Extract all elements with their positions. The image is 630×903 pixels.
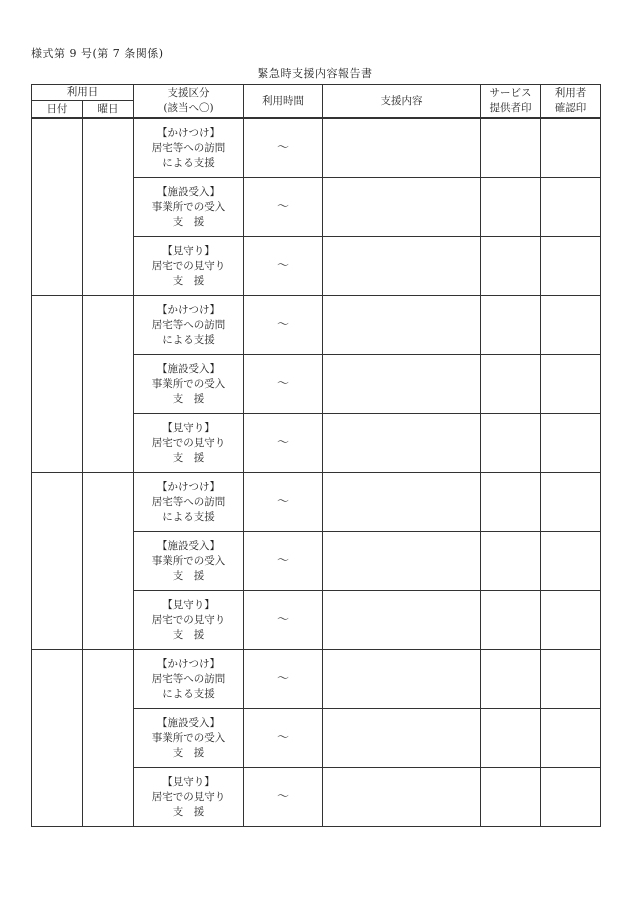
time-separator: ～	[276, 435, 289, 449]
time-separator: ～	[276, 789, 289, 803]
category-header	[134, 85, 244, 119]
usage-time-cell[interactable]	[244, 709, 323, 768]
provider-header-line1: サービス	[489, 87, 532, 99]
provider-seal-cell[interactable]	[481, 768, 541, 827]
support-content-cell[interactable]	[323, 118, 481, 178]
provider-seal-cell[interactable]	[481, 532, 541, 591]
support-row	[32, 650, 601, 709]
category-cell[interactable]	[134, 414, 244, 473]
category-tag: 【見守り】	[162, 775, 215, 788]
time-separator: ～	[276, 730, 289, 744]
user-seal-cell[interactable]	[541, 355, 601, 414]
category-tag: 【見守り】	[162, 244, 215, 257]
date-cell[interactable]	[32, 650, 83, 827]
category-line2: 居宅での見守り	[151, 259, 226, 272]
category-line2: 居宅での見守り	[151, 613, 226, 626]
user-seal-cell[interactable]	[541, 709, 601, 768]
support-row	[32, 296, 601, 355]
category-cell[interactable]	[134, 650, 244, 709]
time-separator: ～	[276, 553, 289, 567]
time-separator: ～	[276, 612, 289, 626]
user-seal-cell[interactable]	[541, 768, 601, 827]
weekday-cell[interactable]	[83, 118, 134, 296]
category-tag: 【施設受入】	[157, 185, 220, 198]
time-separator: ～	[276, 258, 289, 272]
report-body	[32, 118, 601, 827]
category-tag: 【見守り】	[162, 598, 215, 611]
usage-time-cell[interactable]	[244, 178, 323, 237]
provider-header-line2: 提供者印	[489, 102, 532, 114]
weekday-cell[interactable]	[83, 473, 134, 650]
provider-seal-cell[interactable]	[481, 355, 541, 414]
support-content-cell[interactable]	[323, 709, 481, 768]
document-title: 緊急時支援内容報告書	[257, 67, 373, 80]
user-seal-cell[interactable]	[541, 591, 601, 650]
category-line3: 支 援	[172, 746, 205, 759]
user-seal-cell[interactable]	[541, 532, 601, 591]
category-cell[interactable]	[134, 296, 244, 355]
support-content-cell[interactable]	[323, 650, 481, 709]
category-line2: 居宅等への訪問	[151, 318, 226, 331]
user-seal-cell[interactable]	[541, 237, 601, 296]
usage-time-cell[interactable]	[244, 473, 323, 532]
category-line2: 事業所での受入	[151, 731, 226, 744]
category-tag: 【かけつけ】	[157, 480, 220, 493]
weekday-cell[interactable]	[83, 296, 134, 473]
user-seal-header	[541, 85, 601, 119]
user-seal-cell[interactable]	[541, 178, 601, 237]
support-content-cell[interactable]	[323, 237, 481, 296]
category-cell[interactable]	[134, 591, 244, 650]
form-number: 様式第 9 号(第 7 条関係)	[31, 47, 164, 60]
category-cell[interactable]	[134, 768, 244, 827]
support-row	[32, 473, 601, 532]
provider-seal-cell[interactable]	[481, 118, 541, 178]
category-cell[interactable]	[134, 709, 244, 768]
user-seal-cell[interactable]	[541, 414, 601, 473]
category-line3: による支援	[162, 687, 215, 700]
category-line2: 居宅での見守り	[151, 436, 226, 449]
category-line3: 支 援	[172, 451, 205, 464]
usage-time-cell[interactable]	[244, 296, 323, 355]
support-content-cell[interactable]	[323, 296, 481, 355]
usage-time-cell[interactable]	[244, 237, 323, 296]
provider-seal-cell[interactable]	[481, 178, 541, 237]
category-line2: 事業所での受入	[151, 554, 226, 567]
support-content-cell[interactable]	[323, 355, 481, 414]
provider-seal-cell[interactable]	[481, 296, 541, 355]
category-line2: 事業所での受入	[151, 200, 226, 213]
time-separator: ～	[276, 376, 289, 390]
user-seal-cell[interactable]	[541, 118, 601, 178]
category-cell[interactable]	[134, 532, 244, 591]
category-line2: 居宅等への訪問	[151, 141, 226, 154]
category-tag: 【施設受入】	[157, 716, 220, 729]
support-row	[32, 118, 601, 178]
category-header-line2: (該当へ〇)	[163, 102, 214, 114]
category-tag: 【見守り】	[162, 421, 215, 434]
category-cell[interactable]	[134, 237, 244, 296]
time-separator: ～	[276, 671, 289, 685]
support-content-cell[interactable]	[323, 414, 481, 473]
support-content-header: 支援内容	[323, 85, 481, 119]
provider-seal-cell[interactable]	[481, 650, 541, 709]
weekday-header: 曜日	[83, 101, 134, 119]
category-line3: 支 援	[172, 274, 205, 287]
category-cell[interactable]	[134, 178, 244, 237]
usage-time-cell[interactable]	[244, 532, 323, 591]
provider-seal-cell[interactable]	[481, 237, 541, 296]
usage-time-cell[interactable]	[244, 768, 323, 827]
provider-seal-header	[481, 85, 541, 119]
date-cell[interactable]	[32, 118, 83, 296]
category-line3: による支援	[162, 333, 215, 346]
category-line3: による支援	[162, 156, 215, 169]
category-cell[interactable]	[134, 473, 244, 532]
support-content-cell[interactable]	[323, 768, 481, 827]
category-tag: 【施設受入】	[157, 539, 220, 552]
date-cell[interactable]	[32, 473, 83, 650]
weekday-cell[interactable]	[83, 650, 134, 827]
category-line3: 支 援	[172, 215, 205, 228]
category-header-line1: 支援区分	[167, 87, 210, 99]
support-content-cell[interactable]	[323, 178, 481, 237]
user-seal-cell[interactable]	[541, 296, 601, 355]
user-seal-cell[interactable]	[541, 473, 601, 532]
category-tag: 【かけつけ】	[157, 657, 220, 670]
usage-time-cell[interactable]	[244, 118, 323, 178]
time-separator: ～	[276, 140, 289, 154]
date-header: 日付	[32, 101, 83, 119]
user-header-line1: 利用者	[554, 87, 587, 99]
category-tag: 【施設受入】	[157, 362, 220, 375]
category-tag: 【かけつけ】	[157, 126, 220, 139]
time-separator: ～	[276, 317, 289, 331]
provider-seal-cell[interactable]	[481, 709, 541, 768]
category-line3: 支 援	[172, 628, 205, 641]
date-cell[interactable]	[32, 296, 83, 473]
category-line3: 支 援	[172, 392, 205, 405]
provider-seal-cell[interactable]	[481, 591, 541, 650]
category-line3: 支 援	[172, 569, 205, 582]
time-separator: ～	[276, 199, 289, 213]
category-line2: 居宅等への訪問	[151, 495, 226, 508]
user-seal-cell[interactable]	[541, 650, 601, 709]
support-content-cell[interactable]	[323, 591, 481, 650]
support-content-cell[interactable]	[323, 473, 481, 532]
support-content-cell[interactable]	[323, 532, 481, 591]
category-cell[interactable]	[134, 355, 244, 414]
usage-time-header: 利用時間	[244, 85, 323, 119]
category-line2: 居宅での見守り	[151, 790, 226, 803]
provider-seal-cell[interactable]	[481, 414, 541, 473]
category-line3: 支 援	[172, 805, 205, 818]
category-line2: 事業所での受入	[151, 377, 226, 390]
usage-day-header: 利用日	[32, 85, 134, 101]
provider-seal-cell[interactable]	[481, 473, 541, 532]
usage-time-cell[interactable]	[244, 355, 323, 414]
usage-time-cell[interactable]	[244, 591, 323, 650]
category-line2: 居宅等への訪問	[151, 672, 226, 685]
usage-time-cell[interactable]	[244, 414, 323, 473]
time-separator: ～	[276, 494, 289, 508]
user-header-line2: 確認印	[554, 102, 587, 114]
category-cell[interactable]	[134, 118, 244, 178]
support-report-table	[31, 84, 601, 827]
category-line3: による支援	[162, 510, 215, 523]
category-tag: 【かけつけ】	[157, 303, 220, 316]
usage-time-cell[interactable]	[244, 650, 323, 709]
